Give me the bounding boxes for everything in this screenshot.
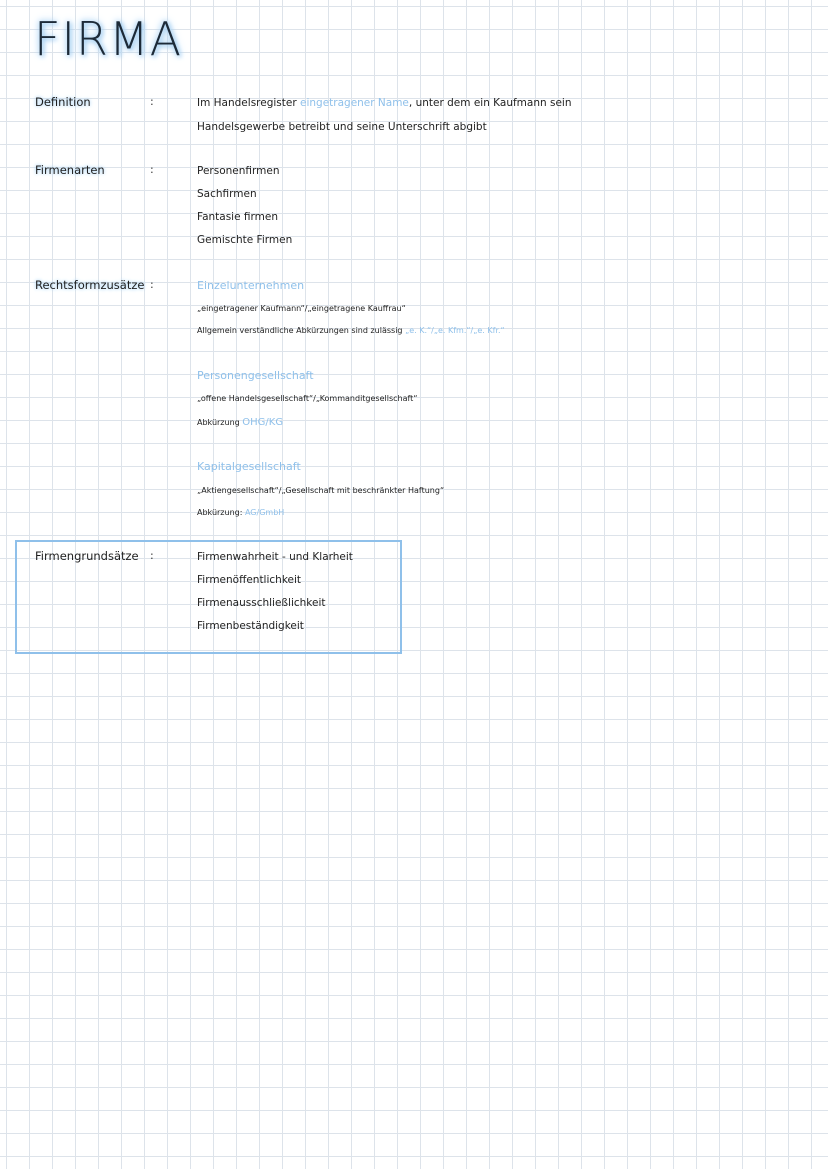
grundsaetze-colon: : (150, 549, 154, 562)
personen-line-1: „offene Handelsgesellschaft“/„Kommanditgesellschaft“ (197, 394, 418, 403)
einzel-line-1: „eingetragener Kaufmann“/„eingetragene Kauffrau“ (197, 304, 406, 313)
einzel-line-2 (197, 326, 505, 335)
personen-heading: Personengesellschaft (197, 369, 314, 382)
definition-label: Definition (35, 95, 91, 109)
firmenarten-item: Fantasie firmen (197, 211, 278, 223)
grundsaetze-label: Firmengrundsätze (35, 549, 139, 563)
personen-abbrev-text: Abkürzung (197, 418, 240, 427)
firmenarten-item: Sachfirmen (197, 188, 257, 200)
kapital-abbrev-text: Abkürzung: (197, 508, 243, 517)
grundsaetze-item: Firmenausschließlichkeit (197, 597, 326, 609)
definition-highlight: eingetragener Name (300, 97, 409, 109)
definition-text-c: , unter dem ein Kaufmann sein (408, 97, 572, 109)
personen-line-2 (197, 417, 283, 428)
kapital-line-1: „Aktiengesellschaft“/„Gesellschaft mit beschränkter Haftung“ (197, 486, 445, 495)
personen-abbrev-values: OHG/KG (242, 417, 284, 428)
rechtsform-colon: : (150, 278, 154, 291)
definition-line-1 (197, 97, 571, 109)
page-title: FIRMA (34, 12, 183, 66)
grundsaetze-item: Firmenöffentlichkeit (197, 574, 302, 586)
firmenarten-item: Gemischte Firmen (197, 234, 293, 246)
firmenarten-label: Firmenarten (35, 163, 105, 177)
kapital-heading: Kapitalgesellschaft (197, 460, 301, 473)
definition-line-2: Handelsgewerbe betreibt und seine Unterschrift abgibt (197, 121, 487, 133)
rechtsform-label: Rechtsformzusätze (35, 278, 145, 292)
definition-colon: : (150, 95, 154, 108)
definition-text-a: Im Handelsregister (197, 97, 297, 109)
firmenarten-item: Personenfirmen (197, 165, 280, 177)
einzel-abbrev-text: Allgemein verständliche Abkürzungen sind zulässig (197, 326, 403, 335)
firmenarten-colon: : (150, 163, 154, 176)
kapital-line-2 (197, 508, 284, 517)
kapital-abbrev-values: AG/GmbH (244, 508, 285, 517)
einzel-abbrev-values: „e. K.“/„e. Kfm.“/„e. Kfr.“ (405, 326, 505, 335)
grundsaetze-item: Firmenwahrheit - und Klarheit (197, 551, 353, 563)
einzel-heading: Einzelunternehmen (197, 279, 305, 292)
grundsaetze-item: Firmenbeständigkeit (197, 620, 304, 632)
